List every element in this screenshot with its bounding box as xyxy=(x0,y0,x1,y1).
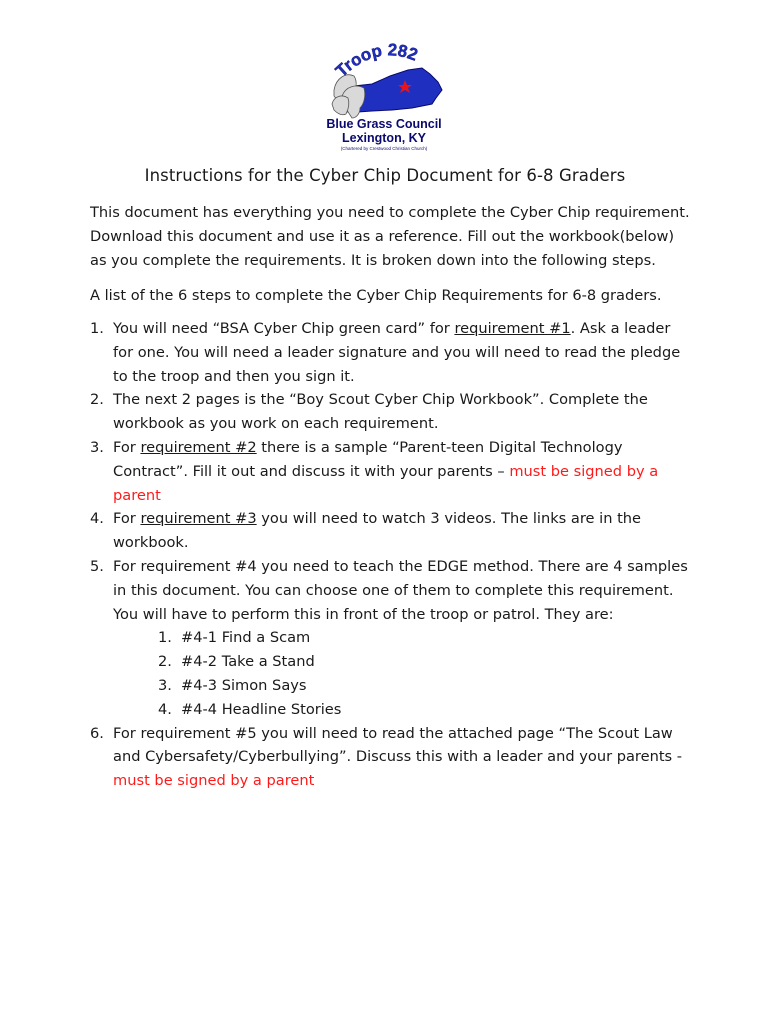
step-line: workbook as you work on each requirement. xyxy=(113,415,439,433)
signature-warning: must be signed by a xyxy=(509,462,659,480)
sub-text: #4-4 Headline Stories xyxy=(181,700,342,718)
step-line: For requirement #4 you need to teach the EDGE method. There are 4 samples xyxy=(113,557,688,575)
signature-warning: must be signed by a parent xyxy=(113,772,315,790)
sub-text: #4-2 Take a Stand xyxy=(181,653,315,671)
step-line: workbook. xyxy=(113,534,189,552)
step-item xyxy=(90,436,690,507)
sub-text: #4-3 Simon Says xyxy=(181,676,307,694)
sub-list-item xyxy=(158,698,690,722)
step-number: 4. xyxy=(90,510,104,528)
step-line: The next 2 pages is the “Boy Scout Cyber Chip Workbook”. Complete the xyxy=(113,391,648,409)
step-number: 6. xyxy=(90,724,104,742)
requirement-3-link[interactable]: requirement #3 xyxy=(140,510,257,528)
step-text: you will need to watch 3 videos. The links are in the xyxy=(256,510,642,528)
step-text: For xyxy=(113,510,141,528)
troop-logo-graphic xyxy=(312,38,454,154)
step-number: 1. xyxy=(90,320,104,337)
intro-line: This document has everything you need to complete the Cyber Chip requirement. xyxy=(90,204,690,221)
signature-warning: parent xyxy=(113,486,161,504)
troop-logo xyxy=(312,38,454,154)
step-line: in this document. You can choose one of them to complete this requirement. xyxy=(113,581,674,599)
intro-line: as you complete the requirements. It is broken down into the following steps. xyxy=(90,251,656,269)
step-number: 2. xyxy=(90,391,104,409)
page-title: Instructions for the Cyber Chip Document for 6-8 Graders xyxy=(144,166,626,185)
requirement-2-link[interactable]: requirement #2 xyxy=(140,438,257,456)
step-line: for one. You will need a leader signature and you will need to read the pledge xyxy=(113,343,681,361)
edge-samples-list xyxy=(113,626,690,721)
sub-text: #4-1 Find a Scam xyxy=(181,629,311,647)
sub-number: 4. xyxy=(158,700,172,718)
requirement-1-link[interactable]: requirement #1 xyxy=(454,320,571,337)
step-line: You will have to perform this in front of the troop or patrol. They are: xyxy=(113,605,614,623)
step-text: . Ask a leader xyxy=(570,320,671,337)
step-line xyxy=(113,507,690,531)
step-item xyxy=(90,555,690,722)
step-line xyxy=(113,460,690,484)
horse-heads-icon xyxy=(332,75,365,118)
kentucky-map-shape xyxy=(352,68,442,112)
step-number: 3. xyxy=(90,438,104,456)
sub-number: 3. xyxy=(158,676,172,694)
steps-list xyxy=(90,317,690,793)
logo-council-text: Blue Grass Council xyxy=(326,117,442,131)
step-text: Contract”. Fill it out and discuss it with your parents – xyxy=(113,462,510,480)
step-line: to the troop and then you sign it. xyxy=(113,367,355,385)
intro-paragraph xyxy=(90,201,710,272)
step-line: For requirement #5 you will need to read the attached page “The Scout Law xyxy=(113,724,673,742)
step-item xyxy=(90,722,690,793)
step-number: 5. xyxy=(90,557,104,575)
sub-list-item xyxy=(158,626,690,650)
step-line xyxy=(113,317,690,341)
logo-city-text: Lexington, KY xyxy=(341,131,427,145)
intro-line: Download this document and use it as a reference. Fill out the workbook(below) xyxy=(90,227,675,245)
step-item xyxy=(90,317,690,388)
step-text: You will need “BSA Cyber Chip green card” for xyxy=(113,320,455,337)
sub-list-item xyxy=(158,674,690,698)
logo-tagline-text: (Chartered by Crestwood Christian Church) xyxy=(340,146,428,151)
logo-arc-text: Troop 282 xyxy=(331,40,421,81)
step-line xyxy=(113,436,690,460)
sub-list-item xyxy=(158,650,690,674)
step-line: and Cybersafety/Cyberbullying”. Discuss this with a leader and your parents - xyxy=(113,748,683,766)
list-intro: A list of the 6 steps to complete the Cyber Chip Requirements for 6-8 graders. xyxy=(90,287,662,304)
sub-number: 2. xyxy=(158,653,172,671)
step-text: For xyxy=(113,438,141,456)
step-text: there is a sample “Parent-teen Digital Technology xyxy=(256,438,623,456)
step-item xyxy=(90,388,690,436)
sub-number: 1. xyxy=(158,629,172,647)
step-item xyxy=(90,507,690,555)
